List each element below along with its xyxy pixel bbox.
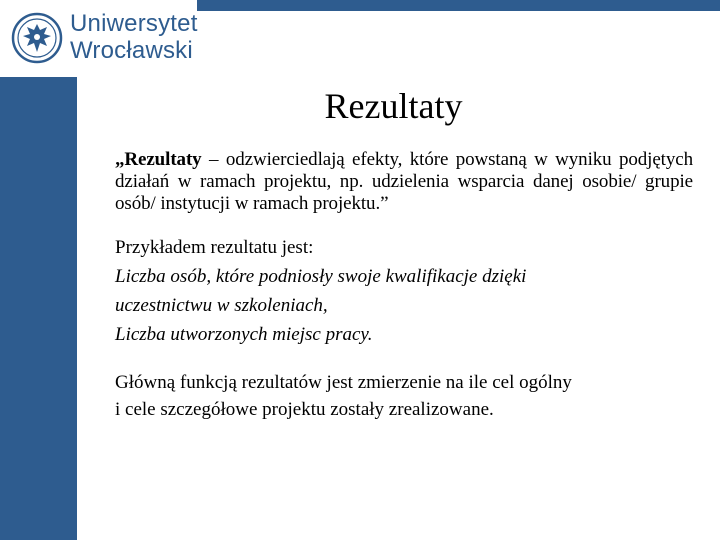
- slide-content: [115, 149, 693, 423]
- summary-paragraph: [115, 369, 693, 423]
- definition-paragraph: [115, 149, 693, 215]
- slide-title: Rezultaty: [324, 86, 463, 126]
- university-logo: [0, 0, 197, 77]
- university-name: [70, 10, 198, 64]
- logo-line-1: Uniwersytet: [70, 10, 198, 37]
- definition-term: „Rezultaty: [115, 149, 202, 170]
- example-block: [115, 233, 693, 349]
- header-accent-bar: [197, 0, 720, 11]
- example-intro: Przykładem rezultatu jest:: [115, 237, 314, 258]
- definition-text: – odzwierciedlają efekty, które powstaną w wyniku podjętych działań w ramach projektu, np. udzielenia wsparcia danej osobie/ grupie osób/ instytucji w ramach projektu.”: [115, 149, 693, 214]
- sidebar-accent-bar: [0, 77, 77, 540]
- example-item: uczestnictwu w szkoleniach,: [115, 295, 328, 316]
- logo-line-2: Wrocławski: [70, 37, 193, 64]
- example-item: Liczba utworzonych miejsc pracy.: [115, 324, 373, 345]
- summary-line: Główną funkcją rezultatów jest zmierzenie na ile cel ogólny: [115, 372, 572, 393]
- summary-line: i cele szczegółowe projektu zostały zrealizowane.: [115, 399, 494, 420]
- university-eagle-emblem-icon: [11, 12, 63, 64]
- example-item: Liczba osób, które podniosły swoje kwalifikacje dzięki: [115, 266, 527, 287]
